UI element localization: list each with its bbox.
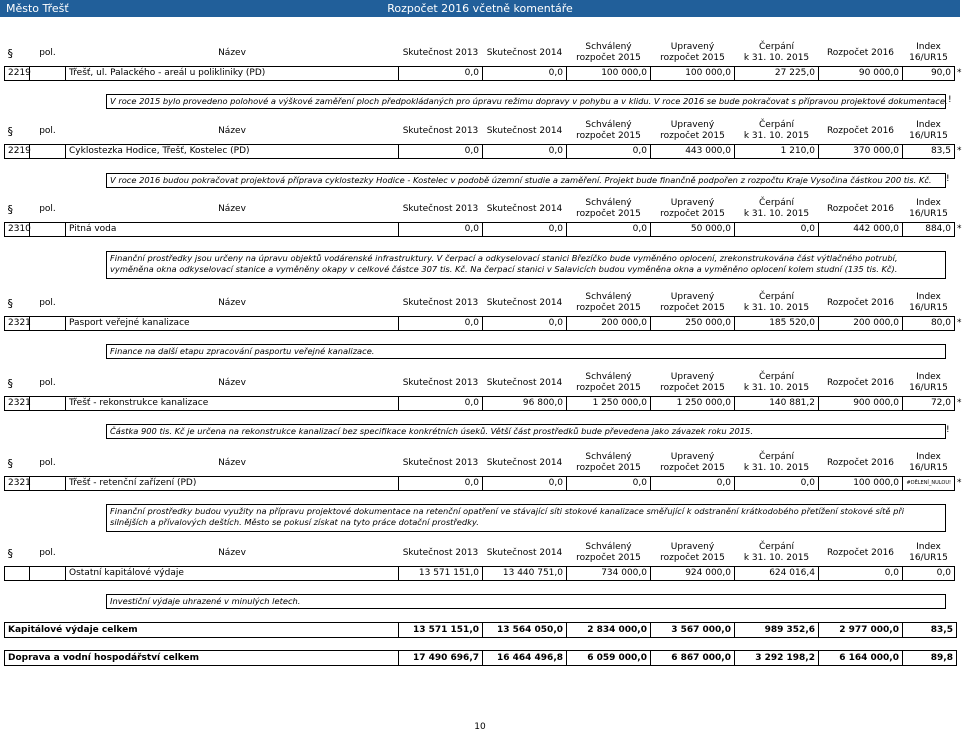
col-upr: Upravený rozpočet 2015 [660, 198, 725, 219]
row-cerp: 0,0 [735, 477, 819, 491]
col-nazev: Název [218, 297, 246, 308]
row-sk2013: 0,0 [399, 67, 483, 81]
table-row [5, 477, 973, 491]
row-name: Pasport veřejné kanalizace [66, 317, 399, 331]
row-index: 72,0 [903, 397, 955, 411]
budget-table [4, 450, 973, 491]
row-sk2014: 96 800,0 [483, 397, 567, 411]
row-upr: 1 250 000,0 [651, 397, 735, 411]
col-schv: Schválený rozpočet 2015 [576, 198, 641, 219]
total-sk2014: 13 564 050,0 [483, 623, 567, 638]
col-sk2014: Skutečnost 2014 [486, 457, 563, 468]
total-roz2016: 2 977 000,0 [819, 623, 903, 638]
row-star: * [957, 478, 962, 488]
table-header [5, 40, 973, 67]
row-pol [30, 223, 66, 237]
row-cerp: 624 016,4 [735, 567, 819, 581]
row-paragraph: 2310 [5, 223, 30, 237]
row-star [955, 567, 973, 581]
total-label: Doprava a vodní hospodářství celkem [5, 651, 399, 666]
comment-box: Investiční výdaje uhrazené v minulých letech. [106, 594, 946, 609]
row-sk2013: 0,0 [399, 317, 483, 331]
total-cerp: 989 352,6 [735, 623, 819, 638]
row-star: * [957, 398, 962, 408]
row-pol [30, 145, 66, 159]
table-row [5, 223, 973, 237]
row-paragraph: 2321 [5, 317, 30, 331]
row-schv: 0,0 [567, 145, 651, 159]
row-index: 0,0 [903, 567, 955, 581]
row-index: 80,0 [903, 317, 955, 331]
row-star: * [957, 224, 962, 234]
comment-box: Částka 900 tis. Kč je určena na rekonstrukce kanalizací bez specifikace konkrétních úseků. Větší část prostředků bude převedena jako závazek roku 2015. [106, 424, 946, 439]
table-header [5, 118, 973, 145]
row-index: 90,0 [903, 67, 955, 81]
warning-mark: ! [948, 95, 952, 105]
col-paragraph: § [7, 124, 13, 138]
row-name: Třešť - rekonstrukce kanalizace [66, 397, 399, 411]
col-paragraph: § [7, 296, 13, 310]
row-upr: 50 000,0 [651, 223, 735, 237]
col-roz2016: Rozpočet 2016 [826, 125, 895, 136]
col-index: Index 16/UR15 [909, 372, 948, 393]
col-index: Index 16/UR15 [909, 292, 948, 313]
row-roz2016: 90 000,0 [819, 67, 903, 81]
row-sk2013: 0,0 [399, 477, 483, 491]
table-row [5, 567, 973, 581]
warning-mark: ! [946, 425, 950, 435]
col-upr: Upravený rozpočet 2015 [660, 292, 725, 313]
col-roz2016: Rozpočet 2016 [826, 547, 895, 558]
col-pol: pol. [39, 297, 56, 308]
col-nazev: Název [218, 547, 246, 558]
row-name: Třešť - retenční zařízení (PD) [66, 477, 399, 491]
row-star: * [957, 318, 962, 328]
col-cerp: Čerpání k 31. 10. 2015 [743, 292, 810, 313]
row-upr: 0,0 [651, 477, 735, 491]
col-upr: Upravený rozpočet 2015 [660, 372, 725, 393]
row-roz2016: 0,0 [819, 567, 903, 581]
total-index: 89,8 [903, 651, 957, 666]
row-name: Třešť, ul. Palackého - areál u polikliniky (PD) [66, 67, 399, 81]
row-cerp: 140 881,2 [735, 397, 819, 411]
row-roz2016: 442 000,0 [819, 223, 903, 237]
budget-table [4, 370, 973, 411]
col-paragraph: § [7, 202, 13, 216]
col-roz2016: Rozpočet 2016 [826, 377, 895, 388]
total-cerp: 3 292 198,2 [735, 651, 819, 666]
org-name: Město Třešť [6, 2, 69, 15]
document-title: Rozpočet 2016 včetně komentáře [387, 2, 573, 15]
row-index: #DĚLENÍ_NULOU! [903, 477, 955, 491]
table-header [5, 370, 973, 397]
row-schv: 200 000,0 [567, 317, 651, 331]
row-name: Cyklostezka Hodice, Třešť, Kostelec (PD) [66, 145, 399, 159]
col-cerp: Čerpání k 31. 10. 2015 [743, 42, 810, 63]
total-schv: 6 059 000,0 [567, 651, 651, 666]
col-pol: pol. [39, 125, 56, 136]
col-sk2013: Skutečnost 2013 [402, 457, 479, 468]
col-roz2016: Rozpočet 2016 [826, 297, 895, 308]
row-upr: 443 000,0 [651, 145, 735, 159]
col-sk2014: Skutečnost 2014 [486, 47, 563, 58]
budget-table [4, 118, 973, 159]
row-roz2016: 100 000,0 [819, 477, 903, 491]
col-roz2016: Rozpočet 2016 [826, 457, 895, 468]
row-roz2016: 900 000,0 [819, 397, 903, 411]
col-index: Index 16/UR15 [909, 42, 948, 63]
col-paragraph: § [7, 376, 13, 390]
col-sk2013: Skutečnost 2013 [402, 377, 479, 388]
col-sk2013: Skutečnost 2013 [402, 203, 479, 214]
col-paragraph: § [7, 546, 13, 560]
row-cerp: 27 225,0 [735, 67, 819, 81]
row-paragraph: 2219 [5, 67, 30, 81]
col-pol: pol. [39, 547, 56, 558]
row-upr: 924 000,0 [651, 567, 735, 581]
page-number: 10 [474, 722, 486, 732]
col-paragraph: § [7, 46, 13, 60]
row-pol [30, 477, 66, 491]
col-schv: Schválený rozpočet 2015 [576, 372, 641, 393]
col-pol: pol. [39, 203, 56, 214]
row-upr: 100 000,0 [651, 67, 735, 81]
col-upr: Upravený rozpočet 2015 [660, 42, 725, 63]
col-cerp: Čerpání k 31. 10. 2015 [743, 542, 810, 563]
total-sk2014: 16 464 496,8 [483, 651, 567, 666]
row-roz2016: 370 000,0 [819, 145, 903, 159]
table-row [5, 397, 973, 411]
col-pol: pol. [39, 47, 56, 58]
row-name: Ostatní kapitálové výdaje [66, 567, 399, 581]
col-pol: pol. [39, 457, 56, 468]
col-sk2014: Skutečnost 2014 [486, 297, 563, 308]
row-sk2014: 0,0 [483, 223, 567, 237]
comment-box: V roce 2015 bylo provedeno polohové a výškové zaměření ploch předpokládaných pro úpravu režimu dopravy v pohybu a v klidu. V roce 2016 se bude pokračovat s přípravou projektové dokumentace. [106, 94, 946, 109]
col-nazev: Název [218, 125, 246, 136]
col-upr: Upravený rozpočet 2015 [660, 542, 725, 563]
row-schv: 734 000,0 [567, 567, 651, 581]
row-sk2013: 0,0 [399, 223, 483, 237]
comment-box: Finanční prostředky jsou určeny na úpravu objektů vodárenské infrastruktury. V čerpací a odkyselovací stanici Březíčko bude vyměněno oplocení, zrekonstrukována část výtlačného potrubí, vyměněna okna odkyselovací stanice a vyměněny okapy v celkové částce 307 tis. Kč. Na čerpací stanici v Salavicích budou vyměněna okna a vyměněno oplocení kolem studní (135 tis. Kč). [106, 251, 946, 279]
col-index: Index 16/UR15 [909, 542, 948, 563]
comment-box: V roce 2016 budou pokračovat projektová příprava cyklostezky Hodice - Kostelec v podobě územní studie a zaměření. Projekt bude finančně podpořen z rozpočtu Kraje Vysočina částkou 200 tis. Kč. [106, 173, 946, 188]
table-row [5, 67, 973, 81]
table-header [5, 450, 973, 477]
col-sk2014: Skutečnost 2014 [486, 203, 563, 214]
row-star: * [957, 68, 962, 78]
row-pol [30, 67, 66, 81]
table-header [5, 290, 973, 317]
col-nazev: Název [218, 377, 246, 388]
col-index: Index 16/UR15 [909, 198, 948, 219]
col-index: Index 16/UR15 [909, 120, 948, 141]
col-cerp: Čerpání k 31. 10. 2015 [743, 452, 810, 473]
row-index: 884,0 [903, 223, 955, 237]
row-pol [30, 567, 66, 581]
row-paragraph: 2219 [5, 145, 30, 159]
row-cerp: 1 210,0 [735, 145, 819, 159]
col-nazev: Název [218, 457, 246, 468]
col-nazev: Název [218, 203, 246, 214]
col-paragraph: § [7, 456, 13, 470]
total-capital [4, 622, 957, 638]
comment-box: Finance na další etapu zpracování pasportu veřejné kanalizace. [106, 344, 946, 359]
warning-mark: ! [946, 174, 950, 184]
row-sk2014: 0,0 [483, 67, 567, 81]
row-index: 83,5 [903, 145, 955, 159]
row-schv: 1 250 000,0 [567, 397, 651, 411]
col-index: Index 16/UR15 [909, 452, 948, 473]
col-sk2013: Skutečnost 2013 [402, 125, 479, 136]
table-header [5, 540, 973, 567]
col-sk2014: Skutečnost 2014 [486, 547, 563, 558]
table-row [5, 317, 973, 331]
col-sk2014: Skutečnost 2014 [486, 377, 563, 388]
row-schv: 0,0 [567, 223, 651, 237]
total-index: 83,5 [903, 623, 957, 638]
table-row [5, 145, 973, 159]
total-upr: 3 567 000,0 [651, 623, 735, 638]
row-name: Pitná voda [66, 223, 399, 237]
row-roz2016: 200 000,0 [819, 317, 903, 331]
row-schv: 100 000,0 [567, 67, 651, 81]
comment-box: Finanční prostředky budou využity na přípravu projektové dokumentace na retenční opatření ve stávající síti stokové kanalizace směřující k odstranění krátkodobého přetížení stokové sítě při silnějších a přívalových deštích. Město se pokusí získat na tyto práce dotační prostředky. [106, 504, 946, 532]
col-cerp: Čerpání k 31. 10. 2015 [743, 120, 810, 141]
row-star: * [957, 146, 962, 156]
total-sk2013: 13 571 151,0 [399, 623, 483, 638]
col-schv: Schválený rozpočet 2015 [576, 292, 641, 313]
row-pol [30, 397, 66, 411]
col-schv: Schválený rozpočet 2015 [576, 120, 641, 141]
row-pol [30, 317, 66, 331]
total-label: Kapitálové výdaje celkem [5, 623, 399, 638]
total-sk2013: 17 490 696,7 [399, 651, 483, 666]
budget-table [4, 290, 973, 331]
col-roz2016: Rozpočet 2016 [826, 47, 895, 58]
budget-table [4, 196, 973, 237]
col-sk2013: Skutečnost 2013 [402, 547, 479, 558]
col-schv: Schválený rozpočet 2015 [576, 452, 641, 473]
row-sk2013: 13 571 151,0 [399, 567, 483, 581]
col-sk2014: Skutečnost 2014 [486, 125, 563, 136]
col-schv: Schválený rozpočet 2015 [576, 42, 641, 63]
col-sk2013: Skutečnost 2013 [402, 297, 479, 308]
total-roz2016: 6 164 000,0 [819, 651, 903, 666]
col-cerp: Čerpání k 31. 10. 2015 [743, 198, 810, 219]
col-schv: Schválený rozpočet 2015 [576, 542, 641, 563]
col-nazev: Název [218, 47, 246, 58]
row-paragraph: 2321 [5, 397, 30, 411]
row-schv: 0,0 [567, 477, 651, 491]
page-header [0, 0, 960, 17]
col-cerp: Čerpání k 31. 10. 2015 [743, 372, 810, 393]
row-upr: 250 000,0 [651, 317, 735, 331]
row-paragraph: 2321 [5, 477, 30, 491]
col-upr: Upravený rozpočet 2015 [660, 452, 725, 473]
total-transport [4, 650, 957, 666]
col-upr: Upravený rozpočet 2015 [660, 120, 725, 141]
row-sk2014: 0,0 [483, 317, 567, 331]
total-upr: 6 867 000,0 [651, 651, 735, 666]
row-sk2013: 0,0 [399, 397, 483, 411]
row-sk2013: 0,0 [399, 145, 483, 159]
row-sk2014: 0,0 [483, 477, 567, 491]
total-schv: 2 834 000,0 [567, 623, 651, 638]
row-sk2014: 0,0 [483, 145, 567, 159]
row-cerp: 0,0 [735, 223, 819, 237]
budget-table [4, 540, 973, 581]
table-header [5, 196, 973, 223]
row-sk2014: 13 440 751,0 [483, 567, 567, 581]
col-pol: pol. [39, 377, 56, 388]
row-paragraph [5, 567, 30, 581]
row-cerp: 185 520,0 [735, 317, 819, 331]
budget-table [4, 40, 973, 81]
col-roz2016: Rozpočet 2016 [826, 203, 895, 214]
col-sk2013: Skutečnost 2013 [402, 47, 479, 58]
